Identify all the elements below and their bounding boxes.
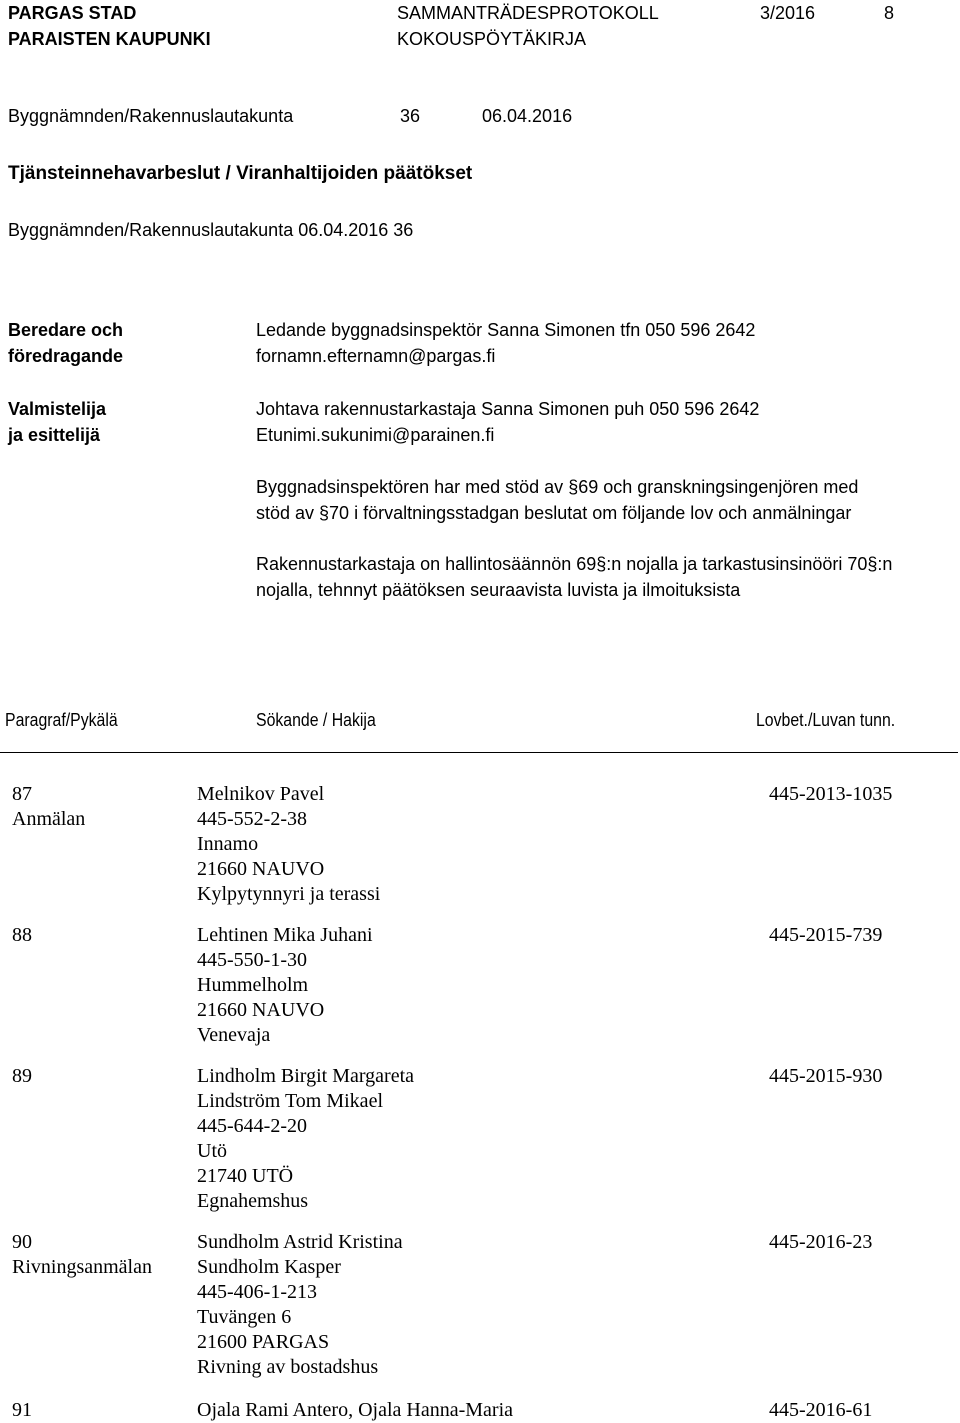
meeting-section: 36 [400, 106, 421, 126]
applicant-line: 445-406-1-213 [197, 1281, 317, 1303]
presenter-sv-line-1: Ledande byggnadsinspektör Sanna Simonen tfn 050 596 2642 [256, 320, 756, 340]
table-row [12, 1230, 152, 1280]
paragraph-number: 90 [12, 1231, 32, 1253]
applicant-line: Sundholm Kasper [197, 1256, 341, 1278]
table-header-rule [0, 752, 958, 753]
meeting-body: Byggnämnden/Rakennuslautakunta [8, 106, 294, 126]
applicant-line: Tuvängen 6 [197, 1306, 292, 1328]
page-heading: Tjänsteinnehavarbeslut / Viranhaltijoiden päätökset [8, 163, 473, 184]
table-header-applicant: Sökande / Hakija [256, 710, 376, 730]
applicant-line: Innamo [197, 833, 259, 855]
applicant-line: 445-550-1-30 [197, 949, 307, 971]
table-row [12, 923, 32, 948]
permit-id: 445-2015-739 [769, 924, 883, 946]
doc-type-sv: SAMMANTRÄDESPROTOKOLL [397, 3, 659, 23]
table-row [12, 1064, 32, 1089]
paragraph-type: Rivningsanmälan [12, 1256, 152, 1278]
presenter-fi-label-1: Valmistelija [8, 399, 107, 419]
applicant-line: Utö [197, 1140, 227, 1162]
applicant-block [197, 1398, 513, 1423]
body-sv-line-2: stöd av §70 i förvaltningsstadgan beslutat om följande lov och anmälningar [256, 503, 852, 523]
paragraph-number: 89 [12, 1065, 32, 1087]
applicant-line: Rivning av bostadshus [197, 1356, 379, 1378]
applicant-block [197, 923, 373, 1048]
page-number: 8 [884, 3, 895, 23]
org-name-fi: PARAISTEN KAUPUNKI [8, 29, 211, 49]
applicant-line: 21740 UTÖ [197, 1165, 294, 1187]
body-sv-line-1: Byggnadsinspektören har med stöd av §69 och granskningsingenjören med [256, 477, 859, 497]
table-row [12, 1398, 32, 1423]
presenter-sv-email[interactable]: fornamn.efternamn@pargas.fi [256, 346, 496, 366]
permit-id: 445-2015-930 [769, 1065, 883, 1087]
applicant-line: 21660 NAUVO [197, 858, 325, 880]
applicant-line: Ojala Rami Antero, Ojala Hanna-Maria [197, 1399, 513, 1421]
applicant-line: Melnikov Pavel [197, 783, 325, 805]
applicant-line: Sundholm Astrid Kristina [197, 1231, 403, 1253]
applicant-block [197, 1064, 414, 1214]
sub-line: Byggnämnden/Rakennuslautakunta 06.04.2016 36 [8, 220, 414, 240]
presenter-fi-label-2: ja esittelijä [8, 425, 101, 445]
applicant-line: 445-552-2-38 [197, 808, 307, 830]
org-name-sv: PARGAS STAD [8, 3, 137, 23]
paragraph-number: 91 [12, 1399, 32, 1421]
applicant-line: 21600 PARGAS [197, 1331, 330, 1353]
applicant-block [197, 1230, 403, 1380]
body-fi-line-1: Rakennustarkastaja on hallintosäännön 69§:n nojalla ja tarkastusinsinööri 70§:n [256, 554, 893, 574]
applicant-line: 21660 NAUVO [197, 999, 325, 1021]
presenter-sv-label-1: Beredare och [8, 320, 124, 340]
paragraph-number: 87 [12, 783, 32, 805]
paragraph-number: 88 [12, 924, 32, 946]
presenter-fi-line-1: Johtava rakennustarkastaja Sanna Simonen puh 050 596 2642 [256, 399, 760, 419]
applicant-line: Kylpytynnyri ja terassi [197, 883, 381, 905]
applicant-line: Lindholm Birgit Margareta [197, 1065, 415, 1087]
body-fi-line-2: nojalla, tehnnyt päätöksen seuraavista luvista ja ilmoituksista [256, 580, 741, 600]
table-row [12, 782, 85, 832]
applicant-line: Lindström Tom Mikael [197, 1090, 383, 1112]
applicant-line: Hummelholm [197, 974, 309, 996]
applicant-line: 445-644-2-20 [197, 1115, 307, 1137]
table-header-permit: Lovbet./Luvan tunn. [756, 710, 896, 730]
doc-type-fi: KOKOUSPÖYTÄKIRJA [397, 29, 587, 49]
paragraph-type: Anmälan [12, 808, 86, 830]
permit-id: 445-2016-61 [769, 1399, 873, 1421]
meeting-date: 06.04.2016 [482, 106, 573, 126]
permit-id: 445-2016-23 [769, 1231, 873, 1253]
applicant-line: Venevaja [197, 1024, 271, 1046]
applicant-line: Egnahemshus [197, 1190, 309, 1212]
protocol-number: 3/2016 [760, 3, 816, 23]
applicant-block [197, 782, 380, 907]
presenter-sv-label-2: föredragande [8, 346, 124, 366]
applicant-line: Lehtinen Mika Juhani [197, 924, 373, 946]
permit-id: 445-2013-1035 [769, 783, 893, 805]
presenter-fi-email[interactable]: Etunimi.sukunimi@parainen.fi [256, 425, 495, 445]
table-header-paragraph: Paragraf/Pykälä [5, 710, 118, 730]
